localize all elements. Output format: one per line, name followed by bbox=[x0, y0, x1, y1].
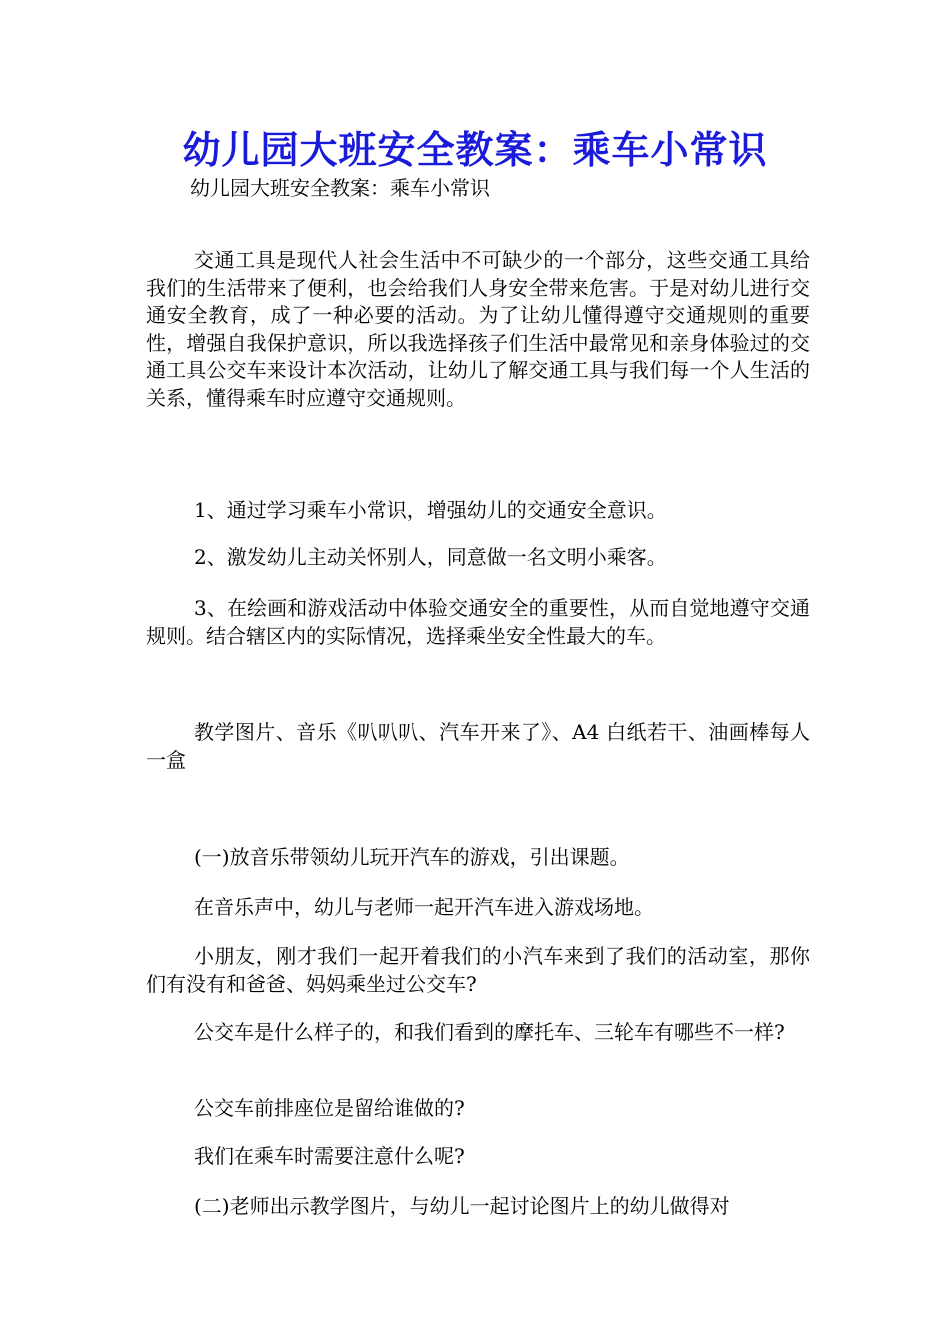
goal-item-3: 3、在绘画和游戏活动中体验交通安全的重要性，从而自觉地遵守交通规则。结合辖区内的实际情况，选择乘坐安全性最大的车。 bbox=[146, 596, 810, 648]
document-subtitle: 幼儿园大班安全教案：乘车小常识 bbox=[190, 176, 490, 200]
goal-item-2: 2、激发幼儿主动关怀别人，同意做一名文明小乘客。 bbox=[194, 545, 667, 569]
goal-item-1: 1、通过学习乘车小常识，增强幼儿的交通安全意识。 bbox=[194, 498, 667, 522]
intro-paragraph: 交通工具是现代人社会生活中不可缺少的一个部分，这些交通工具给我们的生活带来了便利，也会给我们人身安全带来危害。于是对幼儿进行交通安全教育，成了一种必要的活动。为了让幼儿懂得遵守交通规则的重要性，增强自我保护意识，所以我选择孩子们生活中最常见和亲身体验过的交通工具公交车来设计本次活动，让幼儿了解交通工具与我们每一个人生活的关系，懂得乘车时应遵守交通规则。 bbox=[146, 248, 810, 410]
document-title: 幼儿园大班安全教案：乘车小常识 bbox=[182, 128, 768, 172]
step-1-paragraph-b: 小朋友，刚才我们一起开着我们的小汽车来到了我们的活动室，那你们有没有和爸爸、妈妈乘坐过公交车? bbox=[146, 944, 810, 996]
materials-paragraph: 教学图片、音乐《叭叭叭、汽车开来了》、A4 白纸若干、油画棒每人一盒 bbox=[146, 720, 810, 772]
step-1-heading: (一)放音乐带领幼儿玩开汽车的游戏，引出课题。 bbox=[194, 845, 630, 869]
step-2-heading: (二)老师出示教学图片，与幼儿一起讨论图片上的幼儿做得对 bbox=[194, 1194, 730, 1218]
step-1-paragraph-d: 公交车前排座位是留给谁做的? bbox=[194, 1096, 465, 1120]
step-1-paragraph-e: 我们在乘车时需要注意什么呢? bbox=[194, 1144, 465, 1168]
step-1-paragraph-a: 在音乐声中，幼儿与老师一起开汽车进入游戏场地。 bbox=[194, 895, 654, 919]
step-1-paragraph-c: 公交车是什么样子的，和我们看到的摩托车、三轮车有哪些不一样? bbox=[194, 1020, 785, 1044]
